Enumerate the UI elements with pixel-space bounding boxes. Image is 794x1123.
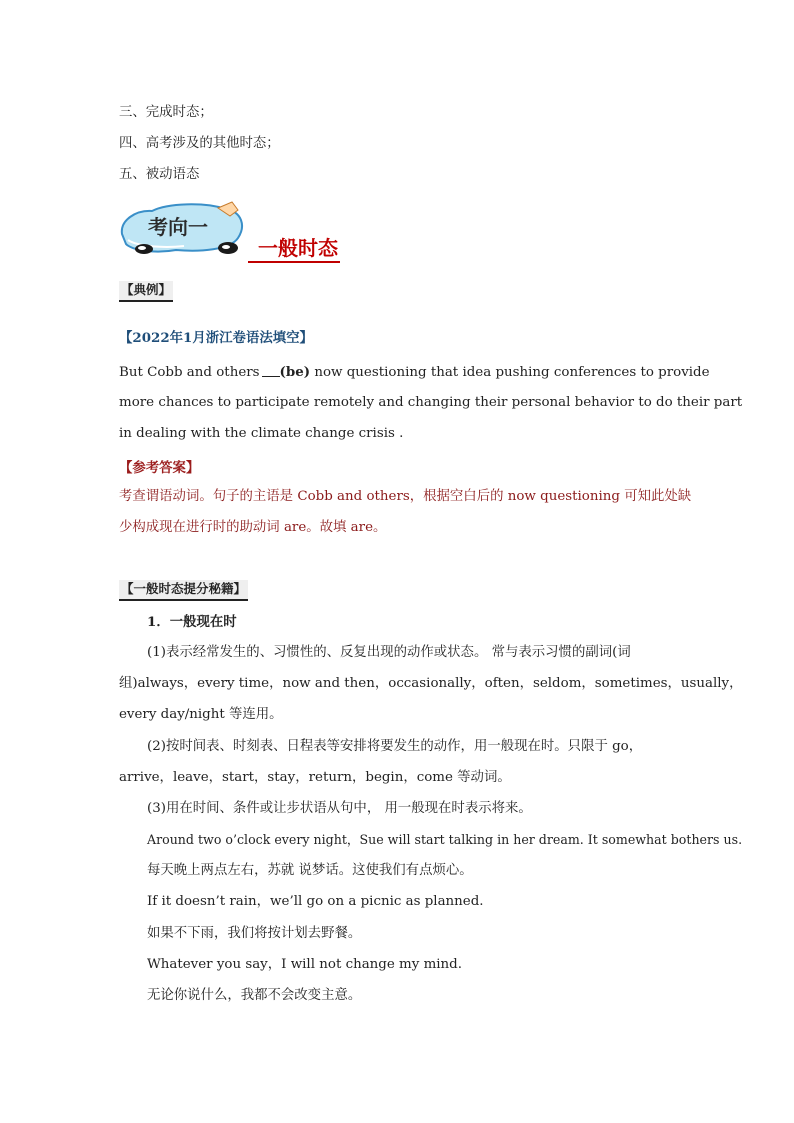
- example-2-cn: 如果不下雨，我们将按计划去野餐。: [147, 926, 362, 941]
- example-1-cn: 每天晚上两点左右，苏就 说梦话。这使我们有点烦心。: [147, 863, 473, 878]
- tips-p2-line2: arrive，leave，start，stay，return，begin，come 等动词。: [119, 770, 511, 785]
- outline-item-3: 三、完成时态；: [119, 105, 213, 120]
- answer-line-2: 少构成现在进行时的助动词 are。故填 are。: [119, 520, 387, 535]
- tips-p1-line2: 组)always，every time，now and then，occasionally，often，seldom，sometimes，usually，: [119, 676, 743, 691]
- example-1-en: Around two o’clock every night，Sue will start talking in her dream. It somewhat bothers us.: [147, 832, 743, 847]
- example-3-en: Whatever you say，I will not change my mind.: [147, 957, 463, 972]
- answer-title: 【参考答案】: [119, 460, 200, 476]
- tips-heading: 1．一般现在时: [147, 614, 237, 630]
- tips-p1-line3: every day/night 等连用。: [119, 707, 283, 722]
- question-line-1: [119, 362, 710, 383]
- outline-item-4: 四、高考涉及的其他时态；: [119, 136, 280, 151]
- tips-p3-line1: (3)用在时间、条件或让步状语从句中， 用一般现在时表示将来。: [147, 801, 532, 816]
- question-line-2: more chances to participate remotely and changing their personal behavior to do their part: [119, 395, 743, 410]
- example-2-en: If it doesn’t rain，we’ll go on a picnic as planned.: [147, 894, 484, 909]
- question-line-3: in dealing with the climate change crisis .: [119, 426, 404, 441]
- outline-item-5: 五、被动语态: [119, 167, 200, 182]
- section-badge-icon: [118, 200, 248, 262]
- question-text-a: But Cobb and others: [119, 365, 260, 380]
- example-tag: 【典例】: [119, 281, 173, 302]
- tips-p1-line1: (1)表示经常发生的、习惯性的、反复出现的动作或状态。 常与表示习惯的副词(词: [147, 645, 631, 660]
- section-title: 一般时态: [248, 235, 340, 263]
- question-hint: (be): [279, 364, 311, 380]
- example-3-cn: 无论你说什么，我都不会改变主意。: [147, 988, 362, 1003]
- answer-line-1: 考查谓语动词。句子的主语是 Cobb and others，根据空白后的 now questioning 可知此处缺: [119, 489, 692, 504]
- question-source: 【2022年1月浙江卷语法填空】: [119, 330, 313, 346]
- badge-text: 考向一: [148, 215, 208, 239]
- tips-tag: 【一般时态提分秘籍】: [119, 580, 248, 601]
- tips-p2-line1: (2)按时间表、时刻表、日程表等安排将要发生的动作，用一般现在时。只限于 go，: [147, 739, 643, 754]
- question-text-b: now questioning that idea pushing conferences to provide: [310, 365, 710, 380]
- answer-blank[interactable]: [262, 364, 280, 377]
